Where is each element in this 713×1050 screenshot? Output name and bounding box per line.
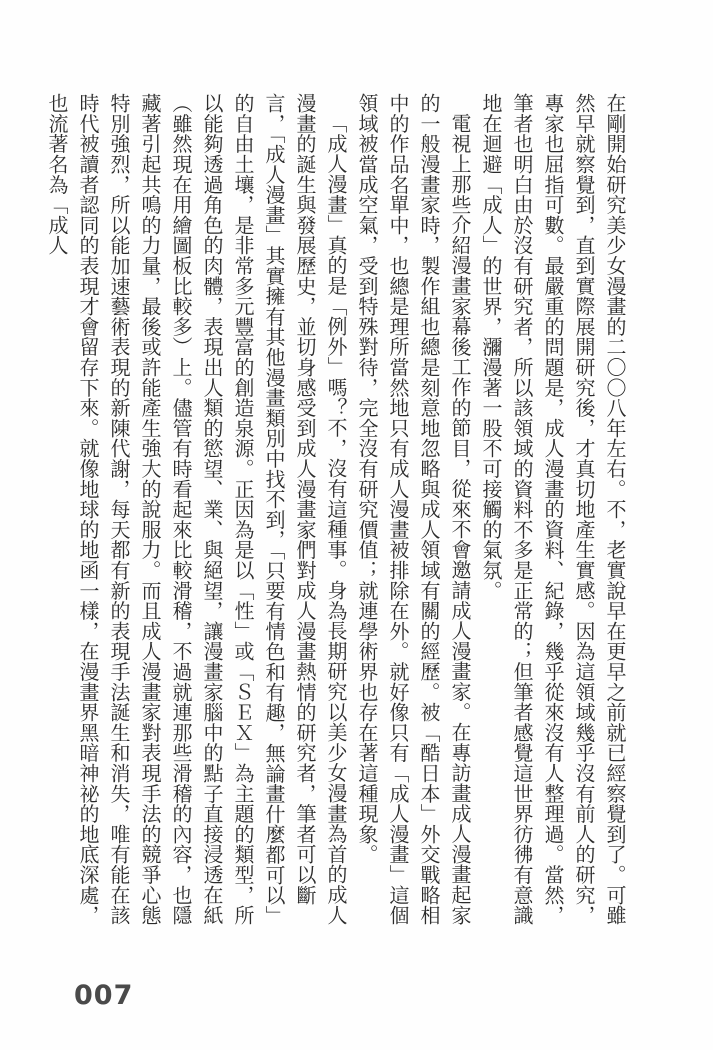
page-number: 007 bbox=[74, 980, 134, 1011]
paragraph-1: 在剛開始研究美少女漫畫的二〇〇八年左右。不，老實說早在更早之前就已經察覺到了。可雖然早就察覺到，直到實際展開研究後，才真切地產生實感。因為這領域幾乎沒有前人的研究，專家也屈指可數。最嚴重的問題是，成人漫畫的資料、紀錄，幾乎從來沒有人整理過。當然，筆者也明白由於沒有研究者，所以該領域的資料不多是正常的；但筆者感覺這世界彷彿有意識地在迴避「成人」的世界，瀰漫著一股不可接觸的氣氛。 bbox=[479, 93, 625, 926]
paragraph-2: 電視上那些介紹漫畫家幕後工作的節目，從來不會邀請成人漫畫家。在專訪畫成人漫畫起家的一般漫畫家時，製作組也總是刻意地忽略與成人領域有關的經歷。被「酷日本」外交戰略相中的作品名單中，也總是理所當然地只有成人漫畫被排除在外。就好像只有「成人漫畫」這個領域被當成空氣，受到特殊對待，完全沒有研究價值；就連學術界也存在著這種現象。 bbox=[355, 93, 470, 926]
vertical-text-area bbox=[40, 93, 629, 945]
paragraph-3: 「成人漫畫」真的是「例外」嗎？不，沒有這種事。身為長期研究以美少女漫畫為首的成人漫畫的誕生與發展歷史，並切身感受到成人漫畫家們對成人漫畫熱情的研究者，筆者可以斷言，「成人漫畫」其實擁有其他漫畫類別中找不到，「只要有情色和有趣，無論畫什麼都可以」的自由土壤，是非常多元豐富的創造泉源。正因為是以「性」或「ＳＥＸ」為主題的類型，所以能夠透過角色的肉體，表現出人類的慾望、業、與絕望，讓漫畫家腦中的點子直接浸透在紙（雖然現在用繪圖板比較多）上。儘管有時看起來比較滑稽，不過就連那些滑稽的內容，也隱藏著引起共鳴的力量，最後或許能產生強大的說服力。而且成人漫畫家對表現手法的競爭心態特別強烈，所以能加速藝術表現的新陳代謝，每天都有新的表現手法誕生和消失，唯有能在該時代被讀者認同的表現才會留存下來。就像地球的地函一樣，在漫畫界黑暗神祕的地底深處，也流著名為「成人 bbox=[45, 93, 346, 926]
